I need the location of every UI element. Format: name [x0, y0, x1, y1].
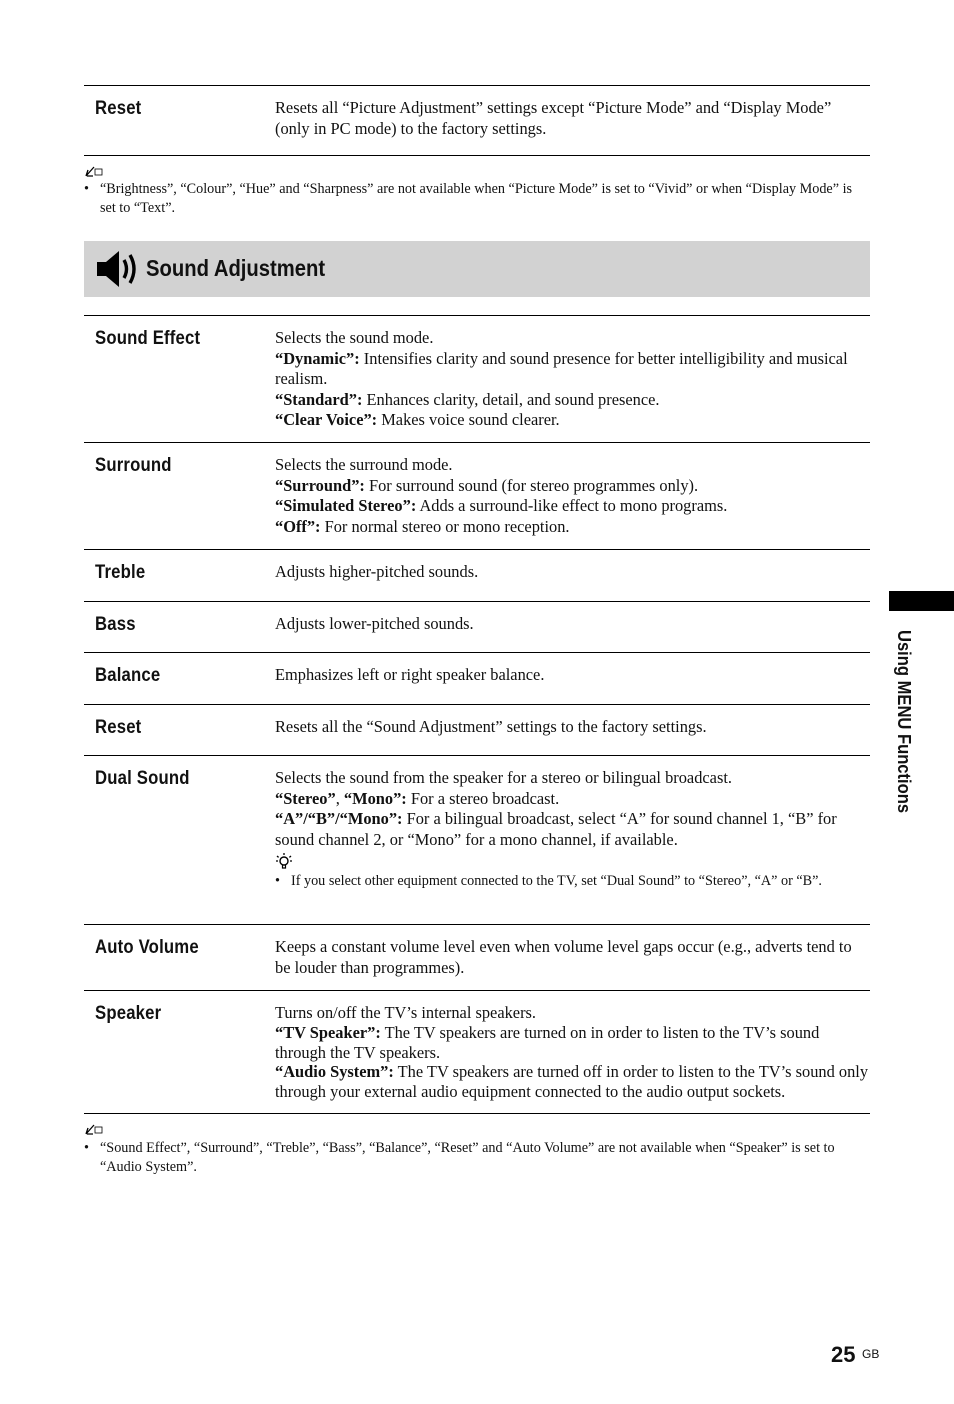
- row-description: [275, 665, 869, 686]
- row-description: [275, 717, 869, 738]
- table-divider: [84, 155, 870, 156]
- note-text: “Sound Effect”, “Surround”, “Treble”, “Bass”, “Balance”, “Reset” and “Auto Volume” are not available when “Speaker” is set to “Audio System”.: [100, 1140, 835, 1175]
- row-description: [275, 98, 869, 139]
- row-text: Adjusts higher-pitched sounds.: [275, 562, 479, 581]
- note-pencil-icon: [84, 1122, 104, 1136]
- option-a-b-mono: [275, 809, 869, 850]
- row-description: [275, 768, 869, 891]
- option-clear-voice: [275, 410, 869, 431]
- option-text: Enhances clarity, detail, and sound presence.: [362, 389, 660, 409]
- treble-row: [84, 549, 870, 602]
- option-standard: [275, 390, 869, 411]
- option-key: “Mono”:: [343, 788, 407, 808]
- lightbulb-icon: [275, 852, 293, 870]
- row-label: Auto Volume: [95, 937, 199, 958]
- row-label: Dual Sound: [95, 768, 190, 789]
- option-simulated-stereo: [275, 496, 869, 517]
- bullet: •: [84, 181, 89, 197]
- picture-reset-row: [84, 85, 870, 156]
- note-speaker: [84, 1139, 870, 1177]
- option-key: “TV Speaker”:: [275, 1022, 381, 1042]
- chapter-tab: [889, 591, 954, 611]
- bullet: •: [275, 873, 280, 890]
- bullet: •: [84, 1140, 89, 1156]
- option-stereo-mono: [275, 789, 869, 810]
- option-text: Makes voice sound clearer.: [377, 410, 560, 430]
- row-description: [275, 562, 869, 583]
- option-key: “Stereo”: [275, 788, 336, 808]
- row-text: Emphasizes left or right speaker balance.: [275, 665, 545, 684]
- table-divider: [84, 1113, 870, 1114]
- page-number: 25: [831, 1342, 856, 1367]
- row-text: Keeps a constant volume level even when volume level gaps occur (e.g., adverts tend to be louder than programmes).: [275, 937, 852, 977]
- hint-text: If you select other equipment connected to the TV, set “Dual Sound” to “Stereo”, “A” or “B”.: [291, 873, 822, 890]
- bass-row: [84, 601, 870, 653]
- section-header: [84, 241, 870, 297]
- option-separator: ,: [335, 788, 344, 808]
- auto-volume-row: [84, 924, 870, 991]
- option-tv-speaker: [275, 1023, 869, 1063]
- option-text: For a bilingual broadcast, select “A” for sound channel 1, “B” for sound channel 2, or “Mono” for a mono channel, if available.: [275, 809, 837, 849]
- page-language: GB: [862, 1347, 880, 1361]
- surround-row: [84, 442, 870, 550]
- option-text: For surround sound (for stereo programmes only).: [364, 475, 699, 495]
- row-description: [275, 1003, 869, 1102]
- sound-effect-row: [84, 315, 870, 443]
- option-text: Intensifies clarity and sound presence for better intelligibility and musical realism.: [275, 348, 848, 389]
- row-label: Sound Effect: [95, 328, 201, 349]
- balance-row: [84, 652, 870, 705]
- row-intro: Selects the surround mode.: [275, 455, 453, 474]
- row-description: [275, 614, 869, 635]
- hint-note: [275, 872, 869, 891]
- row-label: Speaker: [95, 1003, 162, 1024]
- row-text: Resets all “Picture Adjustment” settings except “Picture Mode” and “Display Mode” (only in PC mode) to the factory settings.: [275, 98, 832, 138]
- option-key: “Standard”:: [275, 389, 363, 409]
- section-title: Sound Adjustment: [146, 255, 326, 281]
- row-intro: Selects the sound mode.: [275, 328, 434, 347]
- row-text: Resets all the “Sound Adjustment” settings to the factory settings.: [275, 717, 707, 736]
- note-text: “Brightness”, “Colour”, “Hue” and “Sharpness” are not available when “Picture Mode” is set to “Vivid” or when “Display Mode” is set to “Text”.: [100, 181, 853, 216]
- row-label: Balance: [95, 665, 161, 686]
- row-label: Bass: [95, 614, 136, 635]
- chapter-title: Using MENU Functions: [894, 630, 914, 814]
- row-description: [275, 455, 869, 537]
- row-intro: Selects the sound from the speaker for a stereo or bilingual broadcast.: [275, 768, 732, 787]
- option-key: “A”/“B”/“Mono”:: [275, 809, 403, 829]
- row-label: Reset: [95, 717, 142, 738]
- option-text: For a stereo broadcast.: [406, 788, 560, 808]
- row-description: [275, 328, 869, 431]
- option-surround: [275, 476, 869, 497]
- option-off: [275, 517, 869, 538]
- option-text: The TV speakers are turned off in order to listen to the TV’s sound only through your external audio equipment connected to the audio output sockets.: [275, 1062, 869, 1102]
- row-label: Reset: [95, 98, 142, 119]
- speaker-row: [84, 990, 870, 1114]
- option-key: “Simulated Stereo”:: [275, 496, 417, 516]
- option-key: “Surround”:: [275, 475, 365, 495]
- row-label: Surround: [95, 455, 172, 476]
- row-text: Adjusts lower-pitched sounds.: [275, 614, 474, 633]
- option-key: “Dynamic”:: [275, 348, 360, 368]
- option-key: “Clear Voice”:: [275, 410, 378, 430]
- sound-reset-row: [84, 704, 870, 756]
- option-dynamic: [275, 349, 869, 390]
- option-key: “Off”:: [275, 516, 321, 536]
- option-key: “Audio System”:: [275, 1062, 394, 1082]
- note-pencil-icon: [84, 164, 104, 178]
- option-audio-system: [275, 1062, 869, 1102]
- speaker-icon: [96, 248, 144, 290]
- option-text: For normal stereo or mono reception.: [320, 516, 570, 536]
- row-description: [275, 937, 869, 978]
- dual-sound-row: [84, 755, 870, 925]
- note-brightness: [84, 180, 870, 218]
- option-text: The TV speakers are turned on in order to listen to the TV’s sound through the TV speakers.: [275, 1022, 820, 1062]
- option-text: Adds a surround-like effect to mono programs.: [416, 496, 728, 516]
- row-label: Treble: [95, 562, 146, 583]
- row-intro: Turns on/off the TV’s internal speakers.: [275, 1003, 537, 1022]
